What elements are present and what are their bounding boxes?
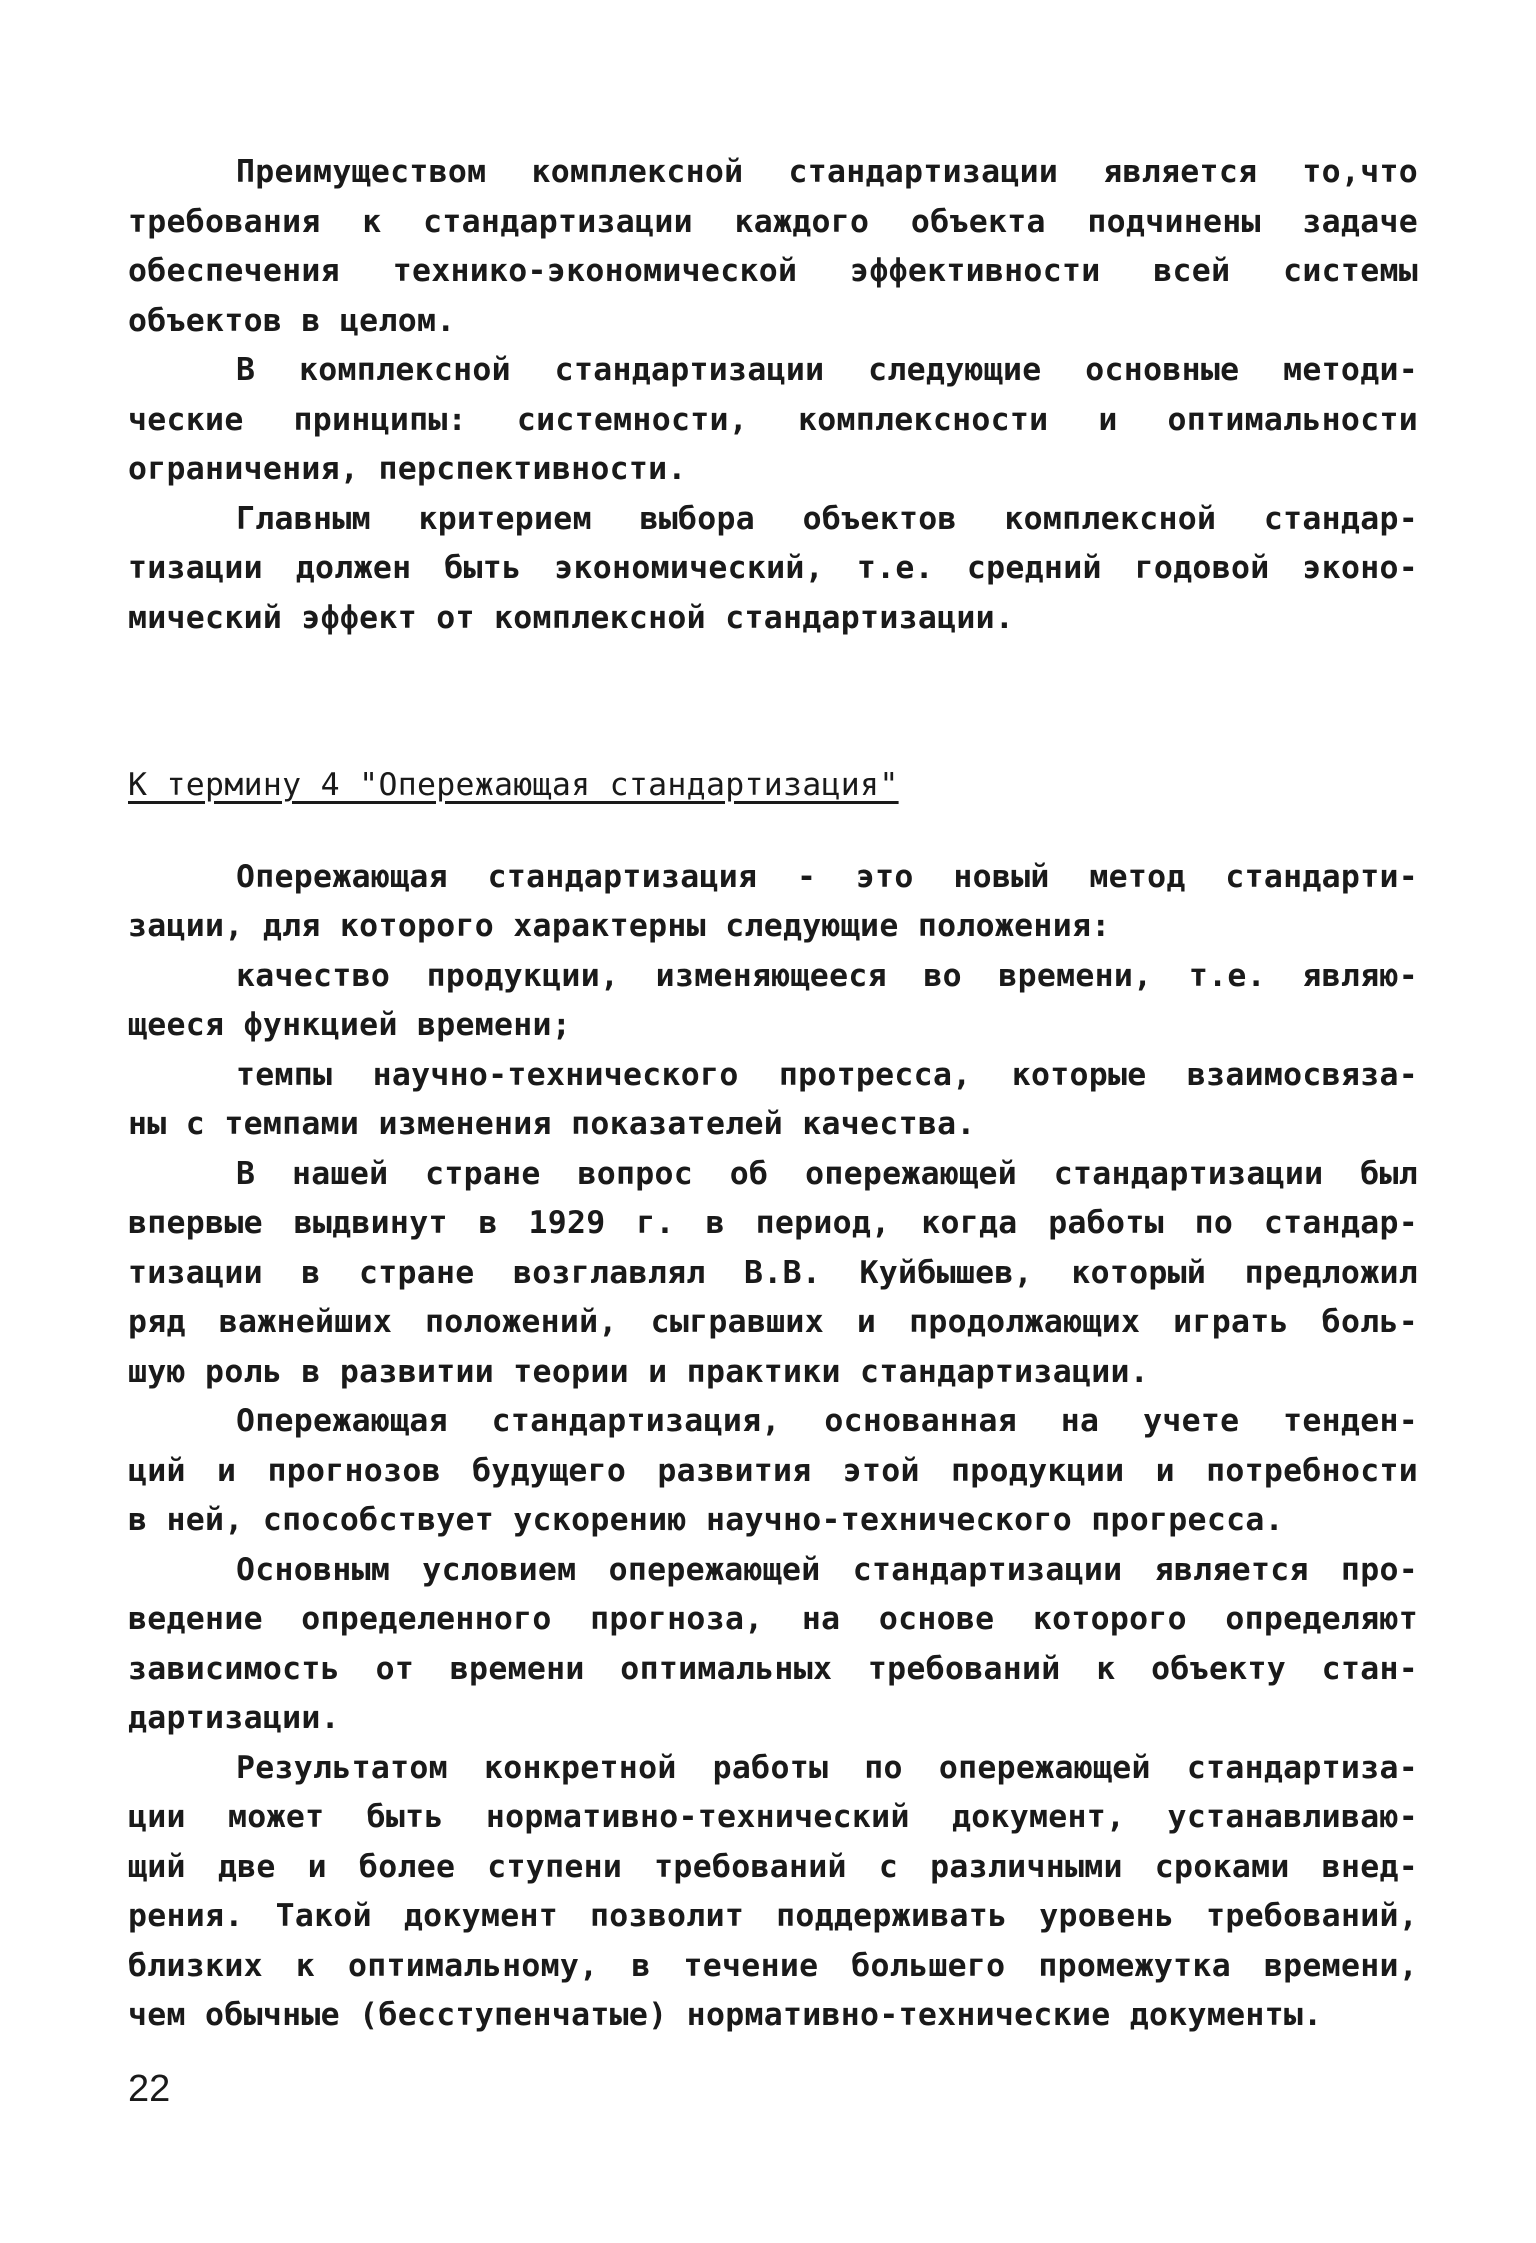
text-line: ческие принципы: системности, комплексности и оптимальности [128, 401, 1418, 438]
text-line: объектов в целом. [128, 302, 456, 339]
text-line: Главным критерием выбора объектов комплексной стандар- [236, 500, 1418, 537]
text-line: зависимость от времени оптимальных требований к объекту стан- [128, 1650, 1418, 1687]
text-line: ведение определенного прогноза, на основе которого определяют [128, 1601, 1418, 1637]
paragraph-trends [128, 1397, 1418, 1546]
paragraph-history [128, 1150, 1418, 1398]
text-line: Преимуществом комплексной стандартизации является то,что [236, 154, 1418, 190]
paragraph-tempo [128, 1051, 1418, 1150]
text-line: тизации в стране возглавлял В.В. Куйбышев, который предложил [128, 1254, 1418, 1291]
text-line: дартизации. [128, 1700, 340, 1736]
paragraph-advantage [128, 148, 1418, 346]
text-line: Опережающая стандартизация - это новый метод стандарти- [236, 858, 1418, 895]
text-line: В нашей стране вопрос об опережающей стандартизации был [236, 1155, 1418, 1192]
paragraph-condition [128, 1546, 1418, 1744]
paragraph-definition [128, 853, 1418, 952]
text-column [128, 148, 1418, 2041]
text-line: рения. Такой документ позволит поддерживать уровень требований, [128, 1898, 1418, 1934]
text-line: ны с темпами изменения показателей качества. [128, 1106, 976, 1142]
text-line: ций и прогнозов будущего развития этой продукции и потребности [128, 1452, 1418, 1489]
section-spacer [128, 643, 1418, 761]
text-line: зации, для которого характерны следующие положения: [128, 908, 1111, 944]
text-line: ряд важнейших положений, сыгравших и продолжающих играть боль- [128, 1304, 1418, 1340]
text-line: щееся функцией времени; [128, 1007, 572, 1043]
text-line: ции может быть нормативно-технический документ, устанавливаю- [128, 1799, 1418, 1835]
text-line: ограничения, перспективности. [128, 451, 687, 487]
text-line: чем обычные (бесступенчатые) нормативно-технические документы. [128, 1997, 1323, 2033]
text-line: обеспечения технико-экономической эффективности всей системы [128, 253, 1418, 289]
text-line: качество продукции, изменяющееся во времени, т.е. являю- [236, 957, 1418, 994]
text-line: шую роль в развитии теории и практики стандартизации. [128, 1353, 1150, 1390]
paragraph-result [128, 1744, 1418, 2041]
text-line: впервые выдвинут в 1929 г. в период, когда работы по стандар- [128, 1205, 1418, 1241]
text-line: темпы научно-технического протресса, которые взаимосвяза- [236, 1056, 1418, 1093]
paragraph-quality [128, 952, 1418, 1051]
heading-spacer [128, 811, 1418, 853]
text-line: щий две и более ступени требований с различными сроками внед- [128, 1848, 1418, 1885]
text-line: близких к оптимальному, в течение большего промежутка времени, [128, 1947, 1418, 1984]
text-line: Опережающая стандартизация, основанная на учете тенден- [236, 1403, 1418, 1439]
paragraph-principles [128, 346, 1418, 495]
page-number: 22 [128, 2068, 171, 2110]
text-line: требования к стандартизации каждого объекта подчинены задаче [128, 203, 1418, 240]
text-line: В комплексной стандартизации следующие основные методи- [236, 352, 1418, 388]
text-line: Результатом конкретной работы по опережающей стандартиза- [236, 1749, 1418, 1786]
text-line: тизации должен быть экономический, т.е. средний годовой эконо- [128, 550, 1418, 586]
text-line: в ней, способствует ускорению научно-технического прогресса. [128, 1502, 1284, 1538]
paragraph-criterion [128, 495, 1418, 644]
text-line: мический эффект от комплексной стандартизации. [128, 599, 1015, 636]
section-heading: К термину 4 "Опережающая стандартизация" [128, 767, 899, 803]
text-line: Основным условием опережающей стандартизации является про- [236, 1551, 1418, 1588]
